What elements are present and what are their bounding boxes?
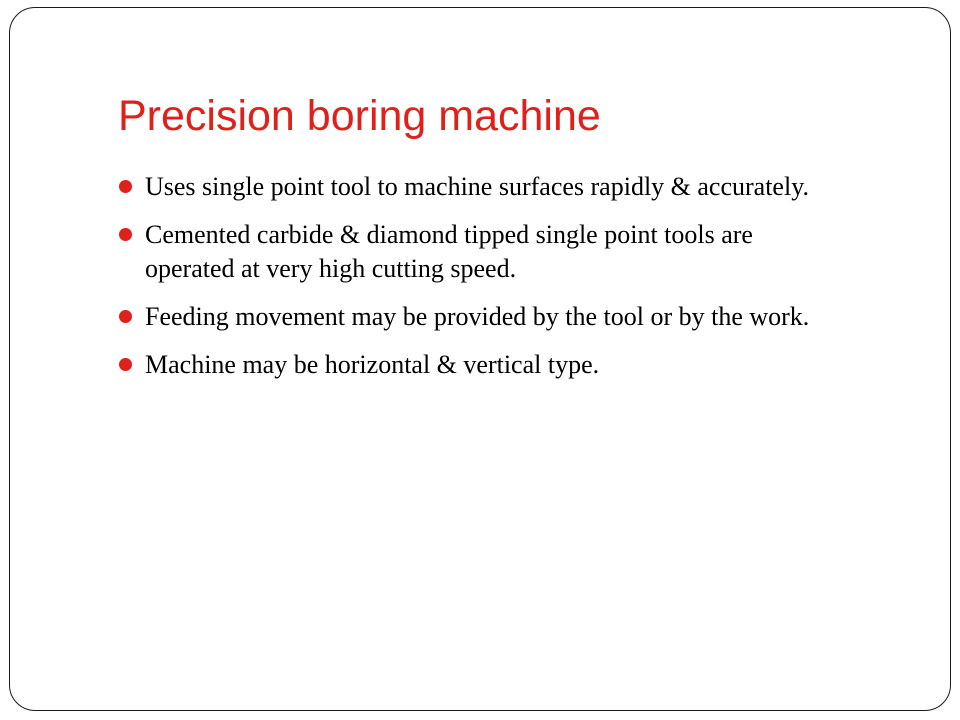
bullet-list — [118, 170, 848, 396]
bullet-item — [118, 348, 848, 382]
bullet-item — [118, 300, 848, 334]
slide-title: Precision boring machine — [118, 92, 601, 140]
bullet-dot-icon — [119, 180, 132, 193]
bullet-dot-icon — [119, 310, 132, 323]
bullet-item — [118, 218, 848, 286]
bullet-text: Uses single point tool to machine surfaces rapidly & accurately. — [145, 172, 810, 201]
bullet-text: Feeding movement may be provided by the tool or by the work. — [145, 302, 810, 331]
bullet-item — [118, 170, 848, 204]
bullet-dot-icon — [119, 358, 132, 371]
bullet-text: Cemented carbide & diamond tipped single point tools are operated at very high cutting speed. — [145, 220, 753, 283]
slide-frame — [9, 7, 951, 711]
bullet-dot-icon — [119, 228, 132, 241]
bullet-text: Machine may be horizontal & vertical type. — [145, 350, 600, 379]
